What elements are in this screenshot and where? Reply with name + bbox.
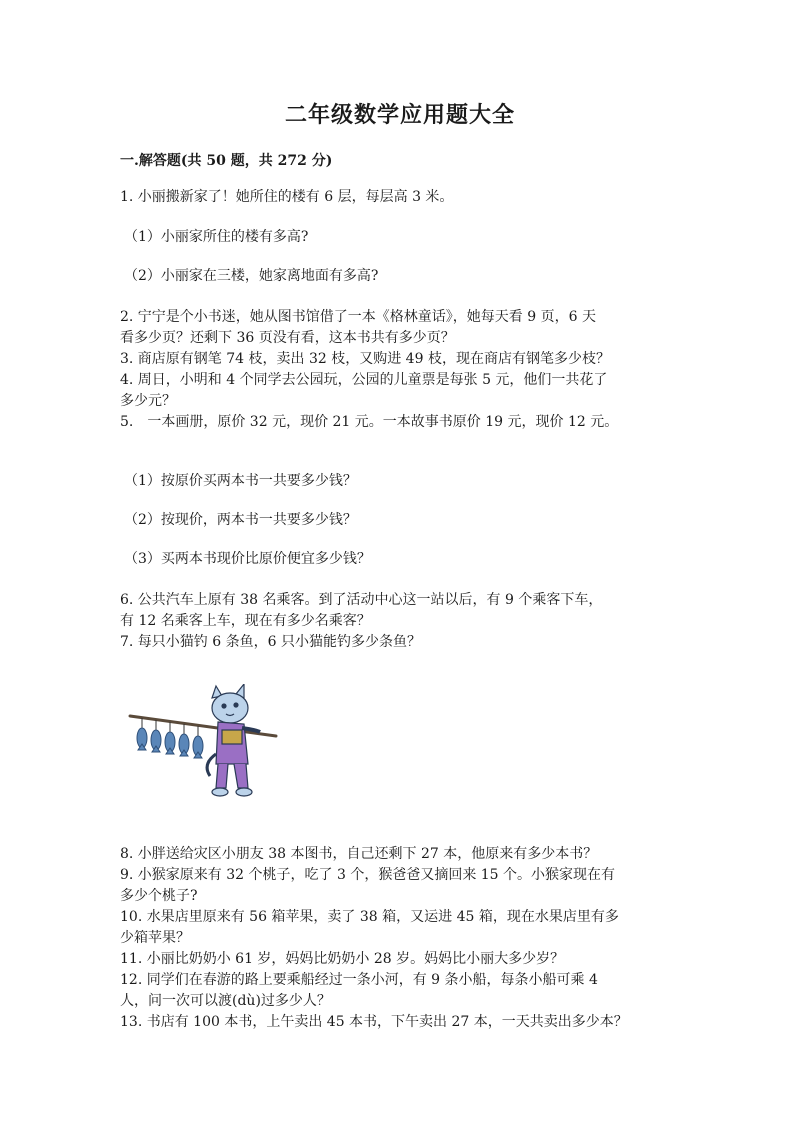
question-1: 1. 小丽搬新家了！她所住的楼有 6 层，每层高 3 米。 — [120, 189, 454, 205]
question-5: 5. 一本画册，原价 32 元，现价 21 元。一本故事书原价 19 元，现价 12 元。 — [120, 414, 619, 430]
question-2-line-2: 看多少页？还剩下 36 页没有看，这本书共有多少页？ — [120, 330, 455, 346]
cat-fishing-illustration — [126, 684, 286, 804]
question-5-part-1: （1）按原价买两本书一共要多少钱？ — [124, 473, 357, 489]
question-1-part-2: （2）小丽家在三楼，她家离地面有多高? — [124, 268, 379, 284]
question-5-part-2: （2）按现价，两本书一共要多少钱？ — [124, 512, 357, 528]
question-13: 13. 书店有 100 本书，上午卖出 45 本书，下午卖出 27 本，一天共卖出多少本？ — [120, 1014, 628, 1030]
question-4-line-2: 多少元？ — [120, 393, 176, 409]
question-6-line-2: 有 12 名乘客上车，现在有多少名乘客？ — [120, 613, 371, 629]
question-10-line-2: 少箱苹果？ — [120, 930, 190, 946]
cat-icon — [207, 684, 260, 796]
question-4-line-1: 4. 周日，小明和 4 个同学去公园玩，公园的儿童票是每张 5 元，他们一共花了 — [120, 372, 608, 388]
question-2-line-1: 2. 宁宁是个小书迷，她从图书馆借了一本《格林童话》，她每天看 9 页，6 天 — [120, 309, 596, 325]
question-7: 7. 每只小猫钓 6 条鱼，6 只小猫能钓多少条鱼？ — [120, 634, 421, 650]
question-10-line-1: 10. 水果店里原来有 56 箱苹果，卖了 38 箱，又运进 45 箱，现在水果店里有多 — [120, 909, 619, 925]
question-12-line-2: 人，问一次可以渡(dù)过多少人？ — [120, 993, 331, 1009]
section-heading: 一.解答题(共 50 题，共 272 分) — [120, 153, 333, 169]
question-6-line-1: 6. 公共汽车上原有 38 名乘客。到了活动中心这一站以后，有 9 个乘客下车， — [120, 592, 603, 608]
question-11: 11. 小丽比奶奶小 61 岁，妈妈比奶奶小 28 岁。妈妈比小丽大多少岁？ — [120, 951, 565, 967]
question-9-line-1: 9. 小猴家原来有 32 个桃子，吃了 3 个，猴爸爸又摘回来 15 个。小猴家现在有 — [120, 867, 616, 883]
question-1-part-1: （1）小丽家所住的楼有多高? — [124, 229, 309, 245]
question-12-line-1: 12. 同学们在春游的路上要乘船经过一条小河，有 9 条小船，每条小船可乘 4 — [120, 972, 598, 988]
question-9-line-2: 多少个桃子? — [120, 888, 198, 904]
question-3: 3. 商店原有钢笔 74 枝，卖出 32 枝，又购进 49 枝，现在商店有钢笔多少枝？ — [120, 351, 610, 367]
page-title: 二年级数学应用题大全 — [284, 102, 515, 128]
question-5-part-3: （3）买两本书现价比原价便宜多少钱？ — [124, 551, 371, 567]
question-8: 8. 小胖送给灾区小朋友 38 本图书，自己还剩下 27 本，他原来有多少本书？ — [120, 846, 598, 862]
